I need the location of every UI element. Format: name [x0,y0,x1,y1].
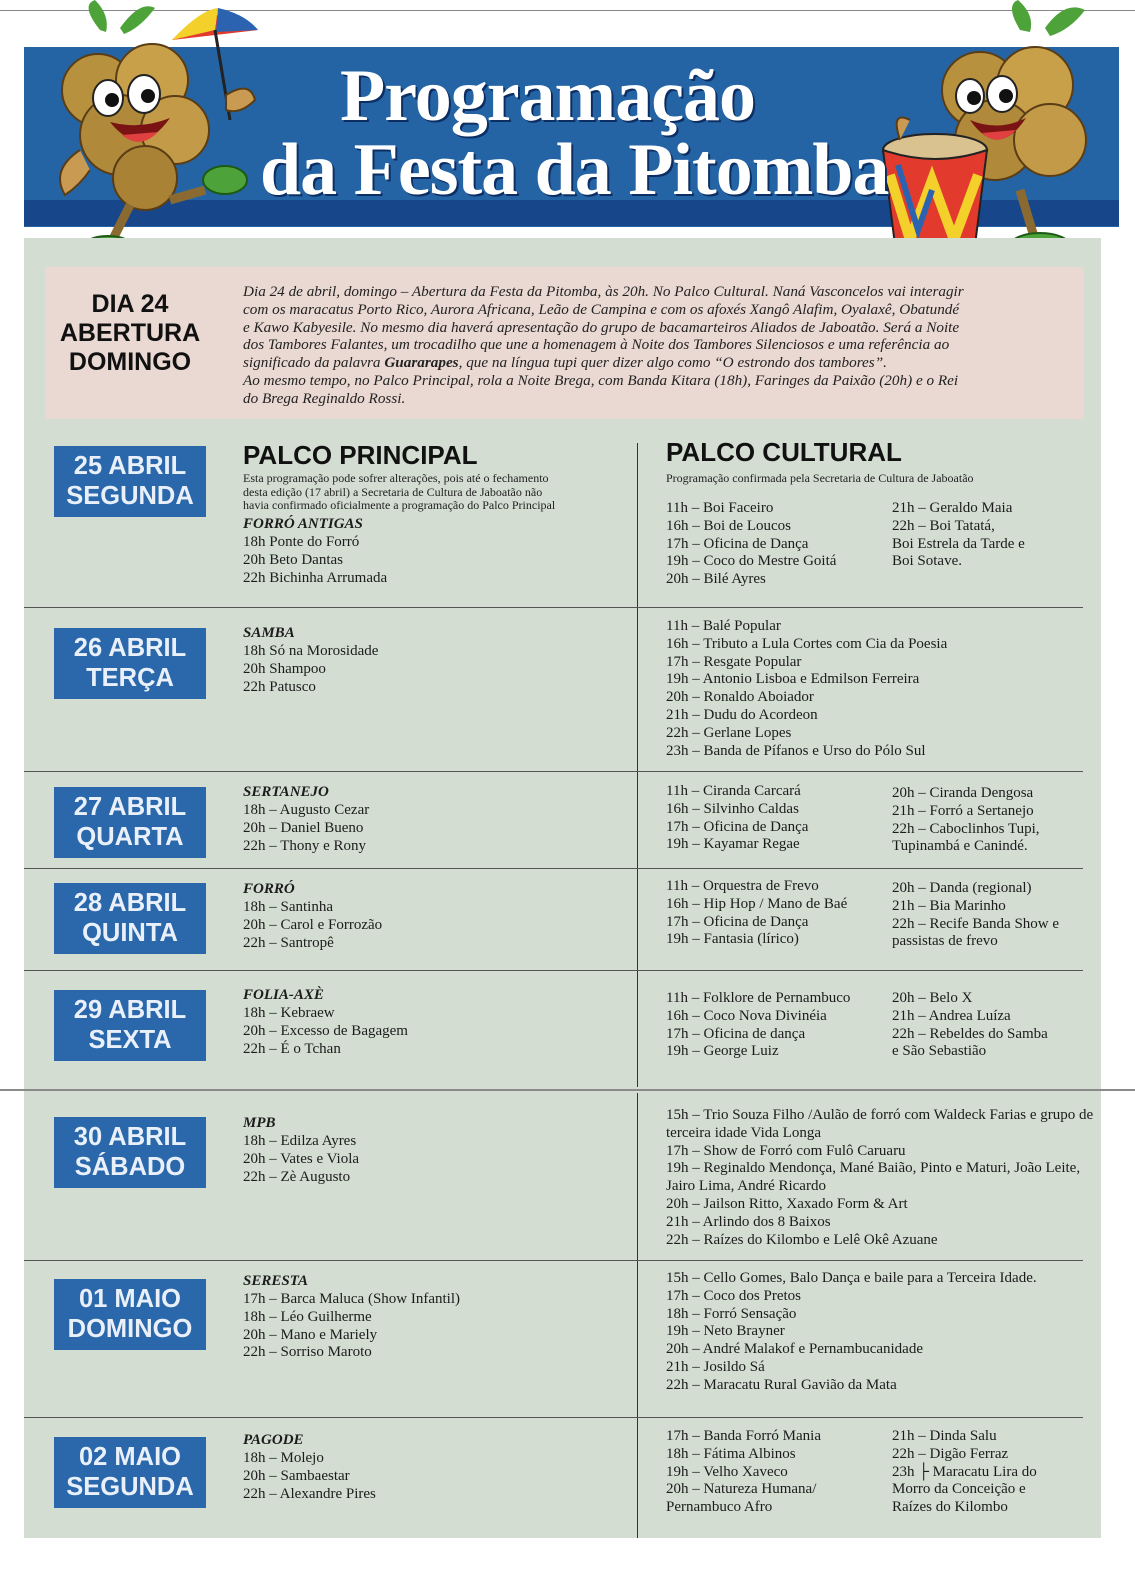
principal-acts [243,534,387,587]
list-item: 19h – Antonio Lisboa e Edmilson Ferreira [666,671,920,688]
list-item: 18h – Molejo [243,1450,324,1466]
list-item: Pernambuco Afro [666,1499,773,1516]
description-line: Dia 24 de abril, domingo – Abertura da Festa da Pitomba, às 20h. No Palco Cultural. Naná Vasconcelos vai interagir [243,283,964,300]
list-item: 20h – André Malakof e Pernambucanidade [666,1341,923,1358]
list-item: 20h – Ronaldo Aboiador [666,689,814,706]
list-item: 21h – Dinda Salu [892,1428,997,1444]
list-item: 16h – Silvinho Caldas [666,800,799,817]
genre-label: FORRÓ [243,881,295,897]
cultural-acts-right [892,880,1059,951]
list-item: 19h – Neto Brayner [666,1323,785,1340]
weekday-label: TERÇA [86,663,174,692]
palco-cultural-heading: PALCO CULTURAL [666,437,902,467]
description-line: com os maracatus Porto Rico, Aurora Africana, Leão de Campina e com os afoxés Xangô Alafim, Oyalaxê, Obatundé [243,300,960,318]
list-item: 22h – Caboclinhos Tupi, [892,820,1040,837]
date-box [54,446,206,517]
cultural-acts [666,500,836,589]
list-item: 20h – Belo X [892,990,973,1006]
list-item: 20h – Ciranda Dengosa [892,785,1034,801]
row-divider [24,970,1083,971]
date-box [54,628,206,699]
list-item: 22h – Boi Tatatá, [892,517,995,534]
date-label: 28 ABRIL [73,889,187,917]
list-item: 22h Bichinha Arrumada [243,569,388,586]
genre-label: FOLIA-AXÈ [243,987,324,1003]
date-box [54,1437,206,1508]
opening-day-title: ABERTURA [59,319,201,347]
weekday-label: QUARTA [76,822,184,851]
note-line: Esta programação pode sofrer alterações, pois até o fechamento [243,471,549,485]
date-box [54,1279,206,1350]
principal-acts [243,802,369,855]
list-item: 20h – Excesso de Bagagem [243,1022,408,1039]
list-item: 20h – Natureza Humana/ [666,1481,817,1498]
list-item: 18h – Edilza Ayres [243,1133,357,1149]
weekday-label: SEXTA [88,1025,172,1054]
list-item: Boi Estrela da Tarde e [892,535,1025,552]
list-item: 16h – Boi de Loucos [666,517,791,534]
list-item: 21h – Forró a Sertanejo [892,802,1034,819]
genre-label: MPB [243,1115,276,1131]
list-item: 17h – Oficina de Dança [666,818,809,835]
list-item: 18h – Fátima Albinos [666,1445,796,1462]
list-item: 11h – Orquestra de Frevo [666,878,819,894]
opening-day-description [243,283,1073,408]
list-item: 15h – Cello Gomes, Balo Dança e baile para a Terceira Idade. [666,1270,1037,1286]
list-item: 17h – Barca Maluca (Show Infantil) [243,1291,461,1307]
list-item: 21h – Josildo Sá [666,1358,765,1375]
description-line [243,354,1073,372]
list-item: 17h – Oficina de dança [666,1025,806,1042]
date-box [54,787,206,858]
list-item: 11h – Ciranda Carcará [666,783,801,799]
cultural-acts [666,990,850,1061]
list-item: 22h – Gerlane Lopes [666,724,792,741]
list-item: Raízes do Kilombo [892,1499,1008,1516]
weekday-label: SÁBADO [74,1152,186,1181]
row-divider [24,1417,1083,1418]
cultural-acts [666,1428,821,1517]
list-item: 11h – Balé Popular [666,618,781,634]
list-item: 22h – Sorriso Maroto [243,1344,372,1361]
genre-label: SERESTA [243,1273,309,1289]
description-line: do Brega Reginaldo Rossi. [243,389,406,407]
list-item: 17h – Banda Forró Mania [666,1428,821,1444]
date-box [54,990,206,1061]
list-item: 20h Shampoo [243,660,326,677]
list-item: 20h – Sambaestar [243,1467,350,1484]
principal-acts [243,1005,408,1058]
cultural-acts [666,878,847,949]
list-item: 18h – Santinha [243,899,333,915]
list-item: 19h – George Luiz [666,1043,779,1060]
palco-principal-heading: PALCO PRINCIPAL [243,440,478,470]
principal-acts [243,1450,376,1503]
list-item: 22h – Thony e Rony [243,837,367,854]
list-item: 20h – Carol e Forrozão [243,916,383,933]
row-divider [24,1260,1083,1261]
list-item: 18h – Augusto Cezar [243,802,370,818]
list-item: 22h – Recife Banda Show e [892,915,1060,932]
row-divider [24,771,1083,772]
genre-label: SAMBA [243,625,295,641]
list-item: 16h – Tributo a Lula Cortes com Cia da Poesia [666,635,948,652]
list-item: 20h – Daniel Bueno [243,819,364,836]
column-divider-bottom [637,1093,638,1538]
list-item: 20h – Mano e Mariely [243,1326,378,1343]
date-label: 25 ABRIL [73,452,187,480]
cultural-acts-right [892,1428,1037,1517]
list-item: 22h – Santropê [243,934,334,951]
list-item: Boi Sotave. [892,553,962,570]
list-item: 19h – Fantasia (lírico) [666,931,799,948]
date-box [54,883,206,954]
description-emphasis: Guararapes [384,354,459,372]
list-item: 21h – Arlindo dos 8 Baixos [666,1213,831,1230]
note-line: desta edição (17 abril) a Secretaria de Cultura de Jaboatão não [243,484,543,499]
list-item: 18h Ponte do Forró [243,534,360,550]
list-item: 20h – Jailson Ritto, Xaxado Form & Art [666,1195,908,1212]
list-item: 20h – Bilé Ayres [666,571,766,588]
list-item: 17h – Coco dos Pretos [666,1287,801,1304]
list-item: 21h – Geraldo Maia [892,500,1013,516]
list-item: 16h – Hip Hop / Mano de Baé [666,895,848,912]
list-item: Tupinambá e Canindé. [892,838,1028,855]
list-item: 17h – Show de Forró com Fulô Caruaru [666,1142,906,1159]
cultural-acts-right [892,500,1025,571]
description-line: e Kawo Kabyesile. No mesmo dia haverá apresentação do grupo de bacamarteiros Aliados de Jaboatão. Será a Noite [243,318,960,336]
row-divider [24,607,1083,608]
cultural-acts [666,1107,1094,1249]
page-title-line-1: Programação [340,55,756,137]
date-label: 30 ABRIL [73,1123,187,1151]
opening-day-date: DIA 24 [91,290,169,318]
list-item: Morro da Conceição e [892,1481,1026,1498]
weekday-label: DOMINGO [67,1314,193,1343]
list-item: 18h – Forró Sensação [666,1305,797,1322]
palco-principal-note [243,472,555,513]
list-item: 21h – Andrea Luíza [892,1007,1011,1024]
date-label: 01 MAIO [78,1285,182,1313]
list-item: 23h ├ Maracatu Lira do [892,1463,1037,1480]
weekday-label: SEGUNDA [66,481,194,510]
list-item: 22h – Raízes do Kilombo e Lelê Okê Azuane [666,1231,938,1248]
description-line: dos Tambores Falantes, um trocadilho que une a homenagem à Noite dos Tambores Silenciosos e uma referência ao [243,336,950,354]
palco-cultural-note: Programação confirmada pela Secretaria de Cultura de Jaboatão [666,471,974,485]
description-line: Ao mesmo tempo, no Palco Principal, rola a Noite Brega, com Banda Kitara (18h), Faringes da Paixão (20h) e o Rei [243,371,959,389]
list-item: 11h – Folklore de Pernambuco [666,990,851,1006]
list-item: 19h – Kayamar Regae [666,836,800,853]
list-item: 18h – Léo Guilherme [243,1308,372,1325]
list-item: 19h – Reginaldo Mendonça, Mané Baião, Pinto e Maturi, João Leite, Jairo Lima, André Ricardo [666,1160,1081,1195]
list-item: 22h – Rebeldes do Samba [892,1025,1048,1042]
list-item: 18h Só na Morosidade [243,643,379,659]
weekday-label: SEGUNDA [66,1472,194,1501]
date-box [54,1117,206,1188]
note-line: havia confirmado oficialmente a programação do Palco Principal [243,498,556,512]
list-item: 22h – Digão Ferraz [892,1445,1009,1462]
description-text: , que na língua tupi quer dizer algo como “O estrondo dos tambores”. [458,354,887,372]
pitomba-mascot-drum-icon [870,0,1110,270]
date-label: 26 ABRIL [73,634,187,662]
page-title-line-2: da Festa da Pitomba [260,129,889,211]
principal-acts [243,1291,460,1362]
list-item: 19h – Velho Xaveco [666,1463,788,1480]
cultural-acts [666,783,808,854]
list-item: passistas de frevo [892,933,998,950]
principal-acts [243,643,378,696]
cultural-acts-right [892,990,1048,1061]
genre-label: SERTANEJO [243,784,329,800]
list-item: 20h Beto Dantas [243,551,343,568]
description-text: significado da palavra [243,354,385,372]
weekday-label: QUINTA [82,918,178,947]
genre-label: FORRÓ ANTIGAS [243,516,363,532]
list-item: 22h – Maracatu Rural Gavião da Mata [666,1376,897,1393]
opening-day-weekday: DOMINGO [68,348,192,376]
list-item: 15h – Trio Souza Filho /Aulão de forró com Waldeck Farias e grupo de terceira idade Vida Longa [666,1107,1094,1141]
date-label: 27 ABRIL [73,793,187,821]
list-item: 20h – Danda (regional) [892,880,1032,896]
list-item: 22h – É o Tchan [243,1040,341,1057]
list-item: 17h – Oficina de Dança [666,535,809,552]
list-item: 11h – Boi Faceiro [666,500,774,516]
list-item: 23h – Banda de Pífanos e Urso do Pólo Sul [666,742,926,759]
list-item: 21h – Bia Marinho [892,897,1006,914]
genre-label: PAGODE [243,1432,304,1448]
principal-acts [243,1133,359,1186]
list-item: 20h – Vates e Viola [243,1150,360,1167]
cultural-acts [666,618,947,760]
list-item: 22h – Zè Augusto [243,1168,351,1185]
date-label: 02 MAIO [78,1443,182,1471]
list-item: 22h Patusco [243,678,316,695]
principal-acts [243,899,382,952]
pitomba-mascot-umbrella-icon [40,0,260,262]
list-item: 17h – Resgate Popular [666,653,802,670]
cultural-acts-right [892,785,1040,856]
row-divider [24,868,1083,869]
page-break-rule [0,1089,1135,1091]
list-item: 18h – Kebraew [243,1005,335,1021]
cultural-acts [666,1270,1066,1395]
list-item: 16h – Coco Nova Divinéia [666,1007,827,1024]
list-item: 17h – Oficina de Dança [666,913,809,930]
list-item: e São Sebastião [892,1043,987,1060]
column-divider-top [637,443,638,1087]
list-item: 21h – Dudu do Acordeon [666,706,818,723]
list-item: 22h – Alexandre Pires [243,1485,376,1502]
list-item: 19h – Coco do Mestre Goitá [666,553,837,570]
date-label: 29 ABRIL [73,996,187,1024]
